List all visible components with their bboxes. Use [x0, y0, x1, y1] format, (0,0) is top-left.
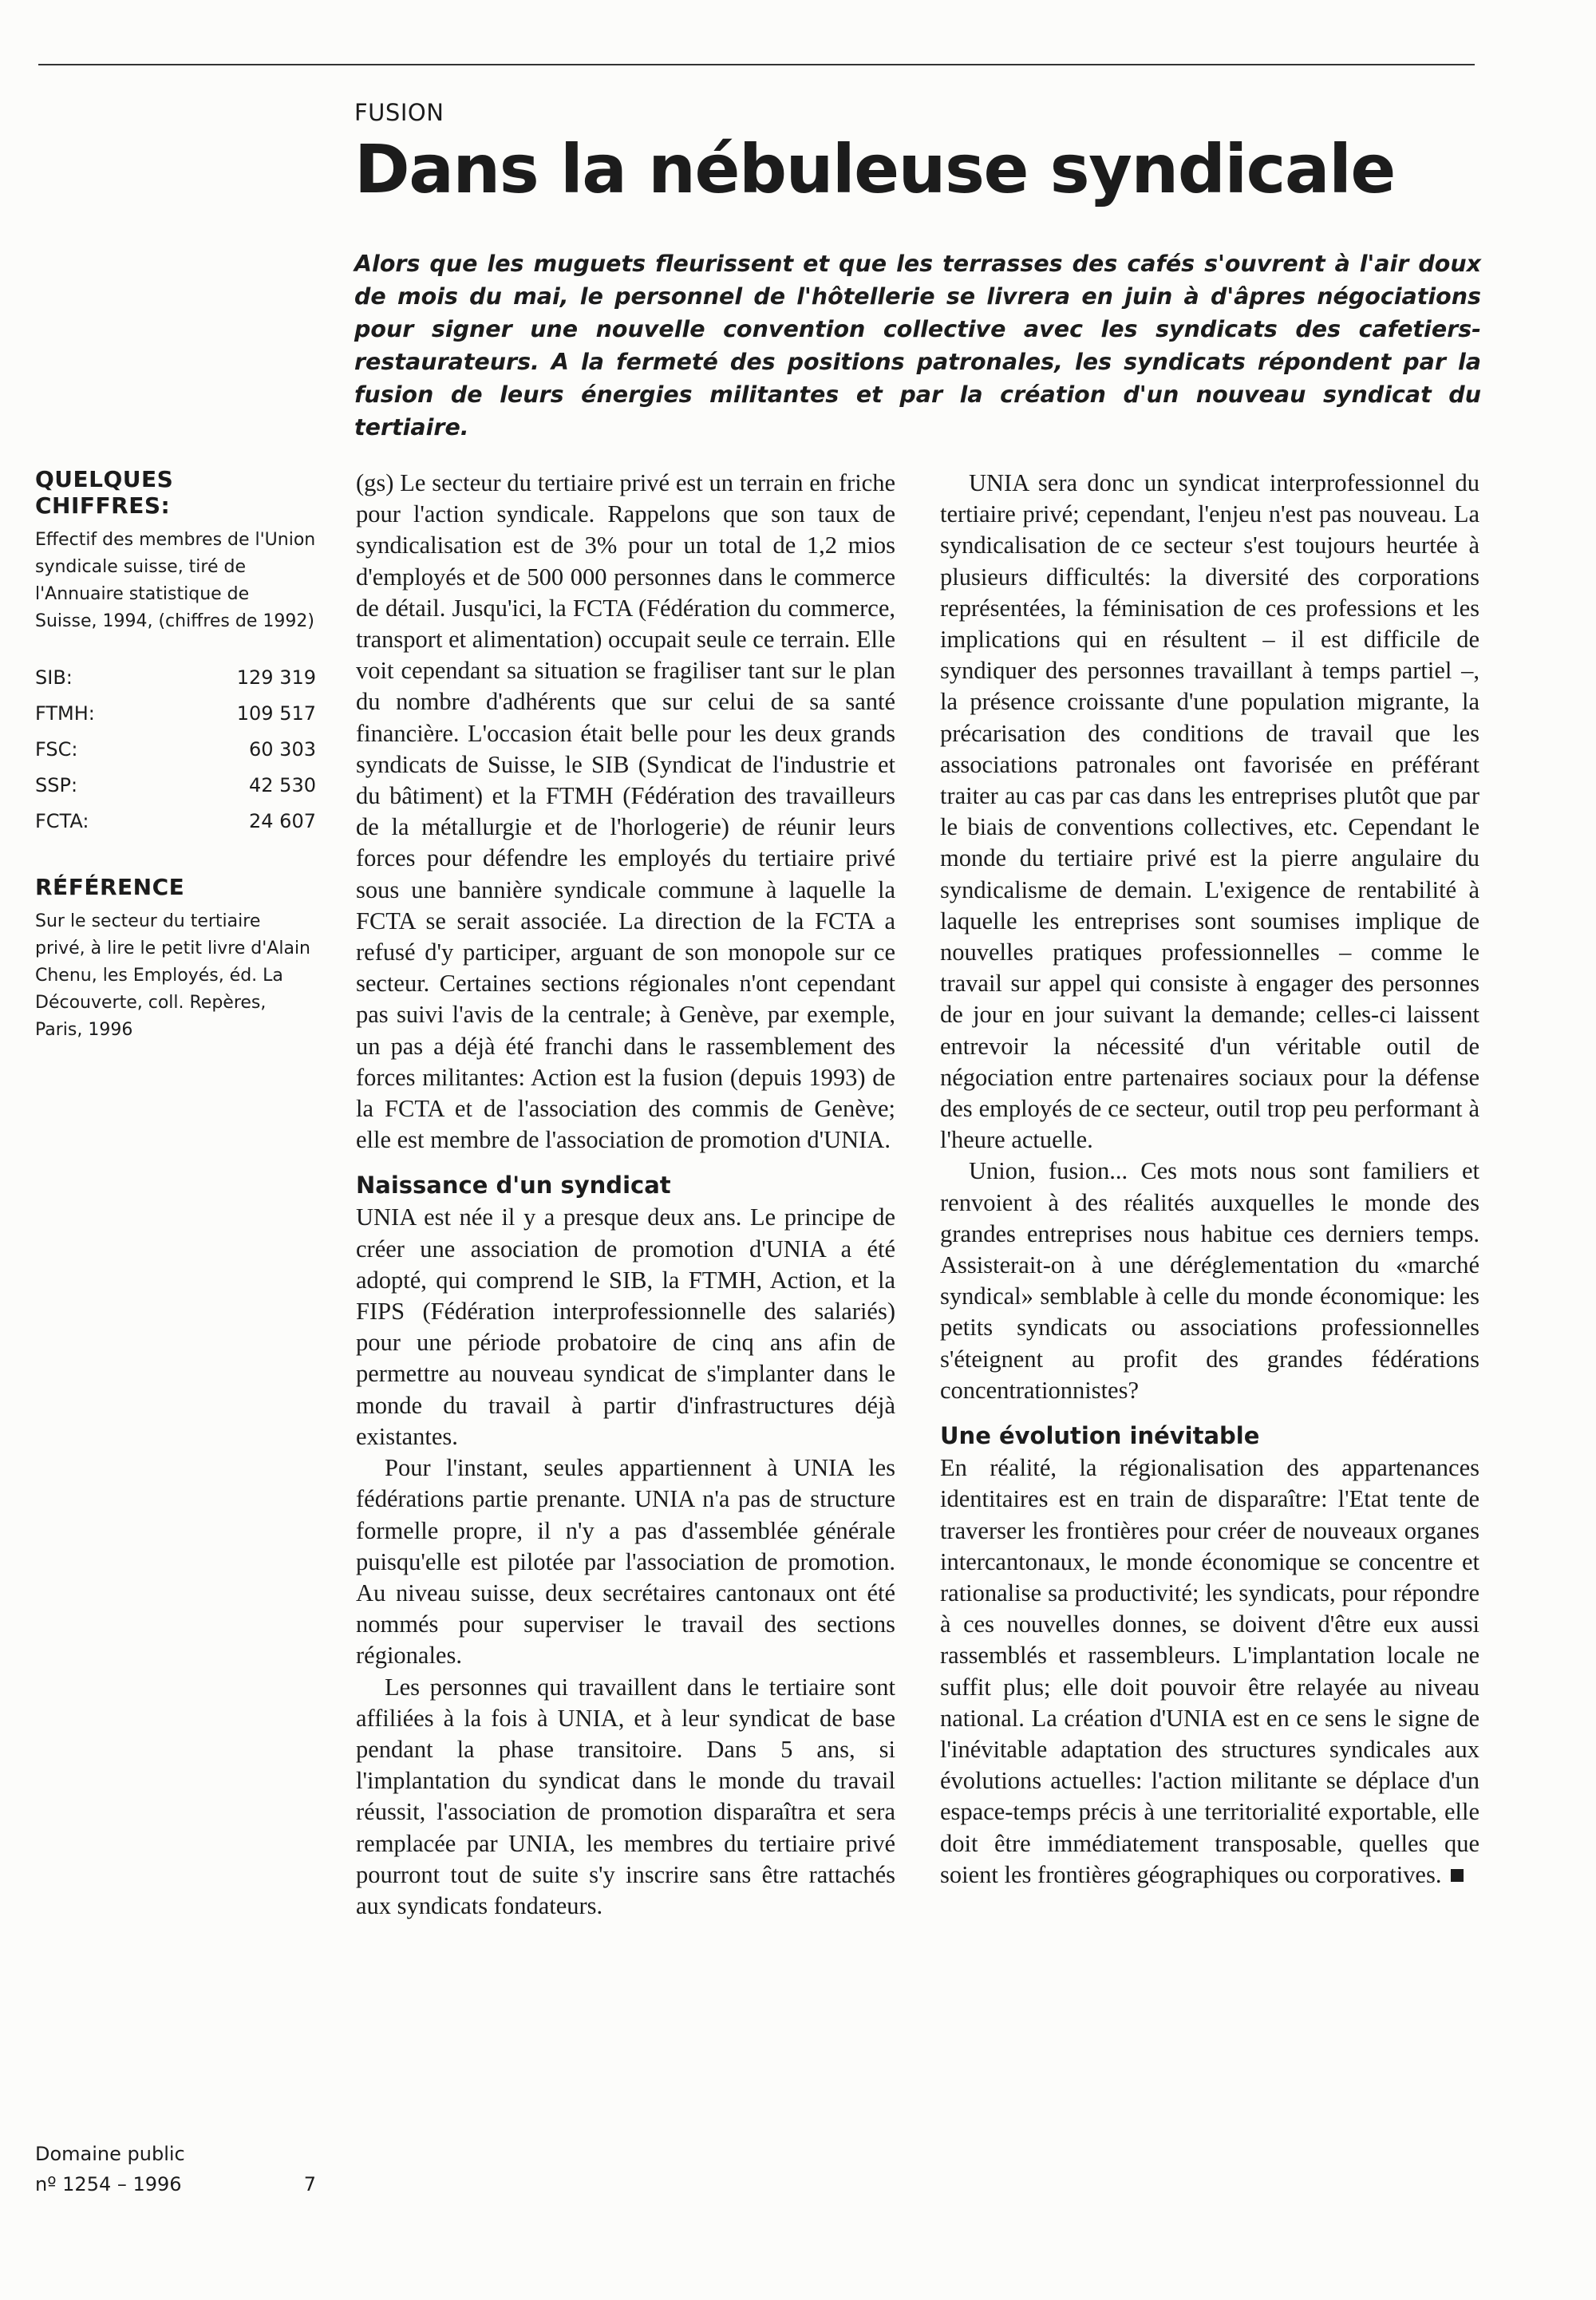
end-of-article-icon — [1451, 1869, 1464, 1882]
stat-label: FSC: — [35, 737, 78, 761]
article-column-1 — [356, 468, 895, 1922]
stat-value: 109 517 — [236, 701, 316, 725]
article-paragraph: (gs) Le secteur du tertiaire privé est un terrain en friche pour l'action syndicale. Rappelons que son taux de syndicalisation est de 3% pour un total de 1,2 mios d'employés et de 500 000 personnes dans le commerce de détail. Jusqu'ici, la FCTA (Fédération du commerce, transport et alimentation) occupait seule ce terrain. Elle voit cependant sa situation se fragiliser tant sur le plan du nombre d'adhérents que sur celui de sa santé financière. L'occasion était belle pour les deux grands syndicats de Suisse, le SIB (Syndicat de l'industrie et du bâtiment) et la FTMH (Fédération des travailleurs de la métallurgie et de l'horlogerie) de réunir leurs forces pour défendre les employés du tertiaire privé sous une bannière syndicale commune à laquelle la FCTA se serait associée. La direction de la FCTA a refusé d'y participer, arguant de son monopole sur ce secteur. Certaines sections régionales n'ont cependant pas suivi l'avis de la centrale; à Genève, par exemple, un pas a déjà été franchi dans le rassemblement des forces militantes: Action est la fusion (depuis 1993) de la FCTA et de l'association des commis de Genève; elle est membre de l'association de promotion d'UNIA. — [356, 469, 895, 1154]
sidebar — [35, 466, 316, 1044]
article-paragraph-last — [940, 1452, 1479, 1891]
chiffres-heading: QUELQUES CHIFFRES: — [35, 466, 174, 519]
article-paragraph: Pour l'instant, seules appartiennent à UNIA les fédérations partie prenante. UNIA n'a pas de structure formelle propre, il n'y a pas d'assemblée générale puisqu'elle est pilotée par l'association de promotion. Au niveau suisse, deux secrétaires cantonaux ont été nommés pour superviser le travail des sections régionales. — [356, 1454, 895, 1670]
issue-number: nº 1254 – 1996 — [35, 2173, 182, 2195]
section-kicker: FUSION — [354, 99, 444, 126]
top-rule — [38, 64, 1475, 65]
stat-label: FCTA: — [35, 809, 89, 832]
article-paragraph: UNIA est née il y a presque deux ans. Le principe de créer une association de promotion d'UNIA a été adopté, qui comprend le SIB, la FTMH, Action, et la FIPS (Fédération interprofessionnelle des salariés) pour une période probatoire de cinq ans afin de permettre au nouveau syndicat de s'implanter dans le monde du travail à partir d'infrastructures déjà existantes. — [356, 1203, 895, 1450]
subheading-evolution: Une évolution inévitable — [940, 1422, 1260, 1450]
footer-row — [35, 2169, 316, 2199]
stat-row — [35, 695, 316, 731]
stat-value: 24 607 — [249, 809, 316, 832]
page-number: 7 — [303, 2173, 316, 2195]
page-footer — [35, 2139, 316, 2199]
stat-label: FTMH: — [35, 701, 95, 725]
stat-label: SIB: — [35, 666, 73, 689]
stat-row — [35, 659, 316, 695]
publication-name: Domaine public — [35, 2143, 185, 2165]
article-paragraph: Les personnes qui travaillent dans le tertiaire sont affiliées à la fois à UNIA, et à leur syndicat de base pendant la phase transitoire. Dans 5 ans, si l'implantation du syndicat dans le monde du travail réussit, l'association de promotion disparaîtra et sera remplacée par UNIA, les membres du tertiaire privé pourront tout de suite s'y inscrire sans être rattachés aux syndicats fondateurs. — [356, 1673, 895, 1919]
stat-row — [35, 767, 316, 803]
stat-value: 60 303 — [249, 737, 316, 761]
stats-list — [35, 659, 316, 839]
article-paragraph-text: En réalité, la régionalisation des appartenances identitaires est en train de disparaître: l'Etat tente de traverser les frontières pour créer de nouveaux organes intercantonaux, le monde économique se concentre et rationalise sa productivité; les syndicats, pour répondre à ces nouvelles donnes, se doivent d'être eux aussi rassemblés et rassembleurs. L'implantation locale ne suffit plus; elle doit pouvoir être relayée au niveau national. La création d'UNIA est en ce sens le signe de l'inévitable adaptation des structures syndicales aux évolutions actuelles: l'action militante se déplace d'un espace-temps précis à une territorialité exportable, elle doit être immédiatement transposable, quelles que soient les frontières géographiques ou corporatives. — [940, 1454, 1479, 1888]
article-paragraph: UNIA sera donc un syndicat interprofessionnel du tertiaire privé; cependant, l'enjeu n'est pas nouveau. La syndicalisation de ce secteur s'est toujours heurtée à plusieurs difficultés: la diversité des corporations représentées, la féminisation de ces professions et les implications qui en résultent – il est difficile de syndiquer des personnes travaillant à temps partiel –, la présence croissante d'une population migrante, la précarisation des conditions de travail que les associations patronales ont favorisée en préférant traiter au cas par cas dans les entreprises plutôt que par le biais de conventions collectives, etc. Cependant le monde du tertiaire privé est la pierre angulaire du syndicalisme de demain. L'exigence de rentabilité à laquelle les entreprises sont soumises implique de nouvelles pratiques professionnelles – comme le travail sur appel qui consiste à engager des personnes de jour en jour suivant la demande; celles-ci laissent entrevoir la nécessité d'un véritable outil de négociation entre partenaires sociaux pour la défense des employés de ce secteur, outil trop peu performant à l'heure actuelle. — [940, 469, 1479, 1154]
lead-paragraph: Alors que les muguets fleurissent et que les terrasses des cafés s'ouvrent à l'air doux de mois du mai, le personnel de l'hôtellerie se livrera en juin à d'âpres négociations pour signer une nouvelle convention collective avec les syndicats des cafetiers-restaurateurs. A la fermeté des positions patronales, les syndicats répondent par la fusion de leurs énergies militantes et par la création d'un nouveau syndicat du tertiaire. — [354, 251, 1481, 441]
stat-row — [35, 803, 316, 839]
reference-heading: RÉFÉRENCE — [35, 874, 185, 900]
article-column-2 — [940, 468, 1479, 1891]
stat-value: 42 530 — [249, 773, 316, 796]
stat-label: SSP: — [35, 773, 78, 796]
reference-text: Sur le secteur du tertiaire privé, à lire le petit livre d'Alain Chenu, les Employés, éd. La Découverte, coll. Repères, Paris, 1996 — [35, 911, 310, 1040]
subheading-naissance: Naissance d'un syndicat — [356, 1172, 671, 1199]
stat-value: 129 319 — [236, 666, 316, 689]
article-paragraph: Union, fusion... Ces mots nous sont familiers et renvoient à des réalités auxquelles le monde des grandes entreprises nous habitue ces derniers temps. Assisterait-on à une déréglementation du «marché syndical» semblable à celle du monde économique: les petits syndicats ou associations professionnelles s'éteignent au profit des grandes fédérations concentrationnistes? — [940, 1157, 1479, 1404]
page-title: Dans la nébuleuse syndicale — [354, 130, 1395, 208]
stat-row — [35, 731, 316, 767]
chiffres-description: Effectif des membres de l'Union syndicale suisse, tiré de l'Annuaire statistique de Suisse, 1994, (chiffres de 1992) — [35, 530, 316, 631]
